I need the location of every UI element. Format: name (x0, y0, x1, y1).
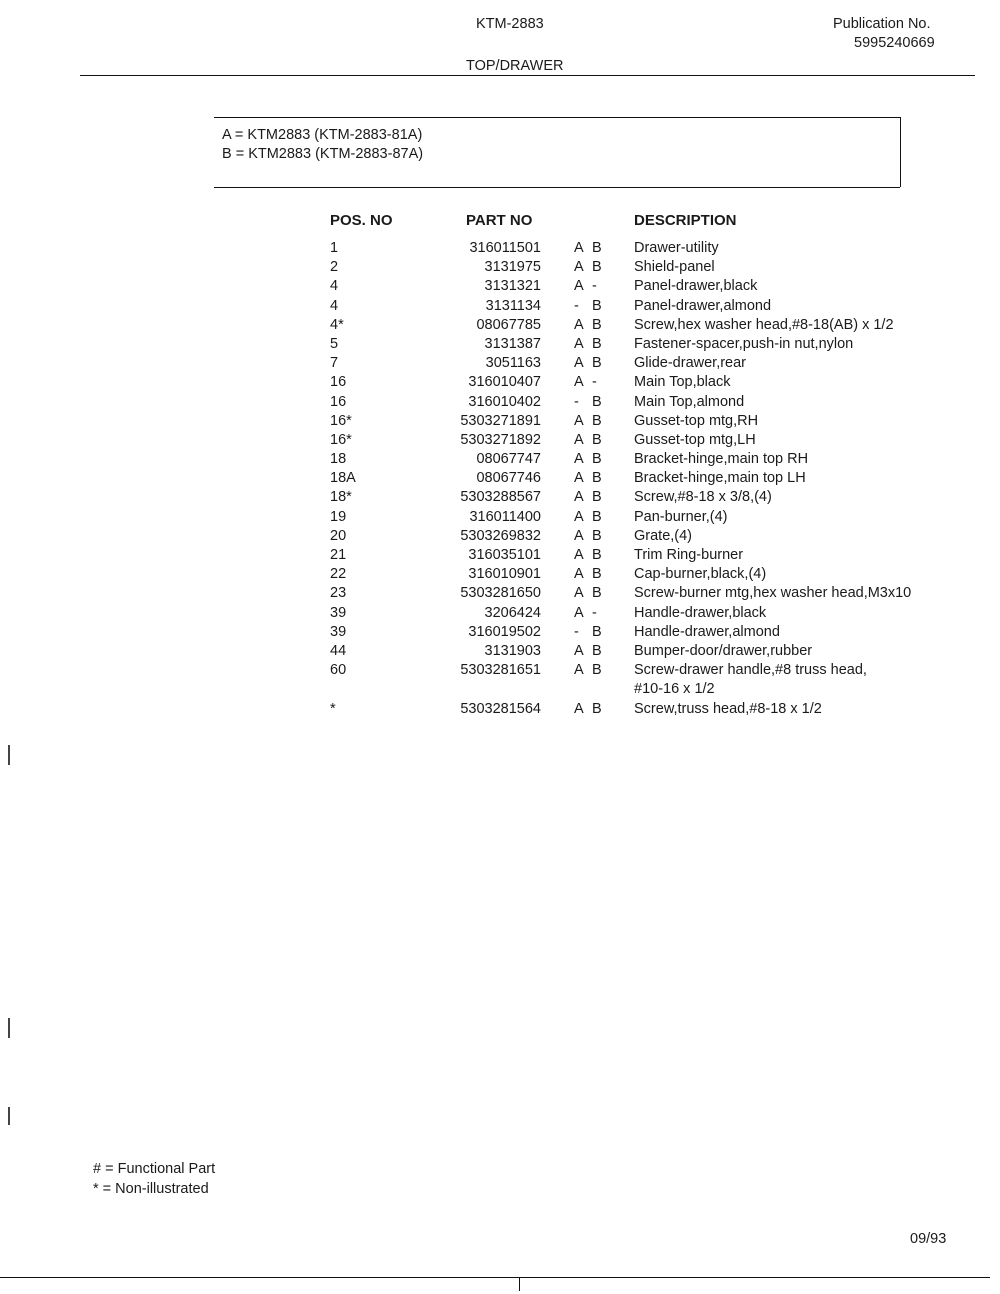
table-row (330, 509, 970, 528)
model-a-cell: A (574, 642, 584, 659)
model-a-cell: A (574, 278, 584, 295)
part-number-cell: 316035101 (468, 547, 541, 563)
description-continued-cell: #10-16 x 1/2 (634, 681, 715, 698)
part-number-cell: 3131387 (484, 335, 541, 352)
table-row (330, 701, 970, 720)
publication-number: 5995240669 (854, 35, 935, 51)
description-cell: Bracket-hinge,main top RH (634, 451, 809, 468)
model-b-cell: B (592, 297, 602, 314)
model-a-cell: A (574, 451, 584, 468)
pos-cell: 18 (330, 451, 347, 468)
scan-mark (8, 745, 10, 765)
section-title: TOP/DRAWER (466, 58, 564, 74)
model-a-cell: A (574, 470, 584, 487)
part-number-cell: 3131903 (484, 642, 541, 659)
footer-date: 09/93 (910, 1231, 947, 1247)
part-number-cell: 5303281564 (460, 700, 541, 717)
model-b-cell: B (592, 566, 602, 583)
table-row (330, 278, 970, 297)
part-number-cell: 3131134 (485, 297, 541, 314)
model-b-cell: B (592, 393, 602, 410)
table-row (330, 585, 970, 604)
model-a-cell: A (574, 374, 584, 391)
table-row (330, 413, 970, 432)
pos-cell: 23 (330, 585, 347, 602)
part-number-cell: 5303271892 (460, 431, 541, 448)
col-header-desc: DESCRIPTION (634, 212, 737, 229)
description-cell: Cap-burner,black,(4) (634, 566, 767, 583)
part-number-cell: 316010407 (468, 374, 541, 391)
part-number-cell: 316011400 (469, 508, 541, 525)
model-b-cell: B (592, 642, 602, 659)
description-cell: Screw-burner mtg,hex washer head,M3x10 (634, 585, 912, 602)
description-cell: Handle-drawer,almond (634, 623, 780, 640)
model-a-cell: A (574, 508, 584, 525)
part-number-cell: 5303269832 (460, 527, 541, 544)
footnote-non-illustrated: * = Non-illustrated (93, 1181, 209, 1197)
part-number-cell: 5303288567 (460, 489, 541, 506)
model-a-cell: A (574, 700, 584, 717)
model-b-cell: B (592, 431, 602, 448)
model-b-cell: B (592, 335, 602, 352)
table-row (330, 566, 970, 585)
part-number-cell: 316010402 (468, 393, 541, 410)
model-a-cell: A (574, 604, 584, 621)
description-cell: Pan-burner,(4) (634, 508, 728, 525)
part-number-cell: 316019502 (468, 623, 541, 640)
table-row (330, 605, 970, 624)
model-a-cell: - (574, 297, 579, 314)
description-cell: Glide-drawer,rear (634, 355, 747, 372)
model-b-cell: - (592, 604, 597, 621)
model-b-cell: B (592, 623, 602, 640)
table-row (330, 374, 970, 393)
pos-cell: 39 (330, 623, 347, 640)
header-rule (80, 75, 975, 76)
pos-cell: 22 (330, 566, 347, 583)
model-b-cell: B (592, 470, 602, 487)
model-a-cell: A (574, 585, 584, 602)
pos-cell: 1 (330, 240, 339, 256)
pos-cell: 18A (330, 470, 356, 487)
table-row (330, 336, 970, 355)
col-header-pos: POS. NO (330, 212, 393, 229)
col-header-part: PART NO (466, 212, 533, 229)
pos-cell: 4 (330, 297, 339, 314)
parts-list (330, 240, 970, 720)
part-number-cell: 3131975 (484, 259, 541, 276)
description-cell: Main Top,black (634, 374, 731, 391)
description-cell: Grate,(4) (634, 527, 693, 544)
model-b-cell: B (592, 662, 602, 679)
part-number-cell: 3051163 (485, 355, 541, 372)
description-cell: Screw,truss head,#8-18 x 1/2 (634, 700, 822, 717)
description-cell: Fastener-spacer,push-in nut,nylon (634, 335, 854, 352)
description-cell: Shield-panel (634, 259, 715, 276)
model-a-cell: A (574, 489, 584, 506)
model-b-cell: B (592, 585, 602, 602)
model-a-cell: A (574, 335, 584, 352)
legend-box-top (214, 117, 900, 118)
description-cell: Drawer-utility (634, 240, 719, 256)
pos-cell: * (330, 700, 336, 717)
table-row (330, 451, 970, 470)
model-b-cell: B (592, 240, 602, 256)
legend-box-right (900, 117, 901, 187)
model-title: KTM-2883 (476, 16, 544, 32)
table-row (330, 643, 970, 662)
pos-cell: 2 (330, 259, 339, 276)
pos-cell: 4 (330, 278, 339, 295)
part-number-cell: 08067785 (476, 316, 541, 333)
model-a-cell: - (574, 393, 579, 410)
description-cell: Panel-drawer,black (634, 278, 758, 295)
table-row (330, 317, 970, 336)
model-b-cell: B (592, 527, 602, 544)
description-cell: Gusset-top mtg,LH (634, 431, 756, 448)
pos-cell: 5 (330, 335, 339, 352)
pos-cell: 16 (330, 393, 347, 410)
publication-label: Publication No. (833, 16, 931, 32)
description-cell: Handle-drawer,black (634, 604, 767, 621)
pos-cell: 18* (330, 489, 352, 506)
table-row (330, 489, 970, 508)
part-number-cell: 316010901 (468, 566, 541, 583)
model-b-cell: B (592, 355, 602, 372)
description-cell: Screw,#8-18 x 3/8,(4) (634, 489, 772, 506)
description-cell: Bracket-hinge,main top LH (634, 470, 806, 487)
pos-cell: 7 (330, 355, 339, 372)
model-b-cell: - (592, 374, 597, 391)
model-a-cell: A (574, 412, 584, 429)
table-row (330, 240, 970, 259)
model-a-cell: A (574, 240, 584, 256)
model-b-cell: B (592, 508, 602, 525)
legend-line-a: A = KTM2883 (KTM-2883-81A) (222, 127, 423, 143)
pos-cell: 16* (330, 412, 352, 429)
table-row (330, 662, 970, 700)
pos-cell: 39 (330, 604, 347, 621)
model-b-cell: B (592, 489, 602, 506)
model-b-cell: B (592, 700, 602, 717)
part-number-cell: 5303281650 (460, 585, 541, 602)
part-number-cell: 08067746 (476, 470, 541, 487)
table-row (330, 547, 970, 566)
pos-cell: 19 (330, 508, 347, 525)
table-row (330, 528, 970, 547)
table-row (330, 259, 970, 278)
model-a-cell: A (574, 547, 584, 563)
pos-cell: 16 (330, 374, 347, 391)
description-cell: Main Top,almond (634, 393, 745, 410)
table-row (330, 355, 970, 374)
model-b-cell: B (592, 316, 602, 333)
model-a-cell: A (574, 316, 584, 333)
description-cell: Gusset-top mtg,RH (634, 412, 759, 429)
footnote-functional: # = Functional Part (93, 1161, 216, 1177)
pos-cell: 4* (330, 316, 344, 333)
legend-box-bottom (214, 187, 900, 188)
table-row (330, 624, 970, 643)
model-a-cell: A (574, 431, 584, 448)
scan-mark (8, 1018, 10, 1038)
part-number-cell: 08067747 (476, 451, 541, 468)
part-number-cell: 3206424 (484, 604, 541, 621)
pos-cell: 60 (330, 662, 347, 679)
model-a-cell: A (574, 566, 584, 583)
model-b-cell: B (592, 412, 602, 429)
pos-cell: 20 (330, 527, 347, 544)
model-a-cell: A (574, 527, 584, 544)
model-a-cell: - (574, 623, 579, 640)
legend-line-b: B = KTM2883 (KTM-2883-87A) (222, 146, 424, 162)
description-cell: Trim Ring-burner (634, 547, 744, 563)
model-a-cell: A (574, 355, 584, 372)
part-number-cell: 316011501 (469, 240, 541, 256)
model-b-cell: B (592, 547, 602, 563)
table-row (330, 298, 970, 317)
description-cell: Screw-drawer handle,#8 truss head, (634, 662, 867, 679)
model-b-cell: B (592, 259, 602, 276)
footer-rule (0, 1277, 990, 1278)
description-cell: Bumper-door/drawer,rubber (634, 642, 813, 659)
model-a-cell: A (574, 259, 584, 276)
model-b-cell: - (592, 278, 597, 295)
model-b-cell: B (592, 451, 602, 468)
description-cell: Screw,hex washer head,#8-18(AB) x 1/2 (634, 316, 894, 333)
description-cell: Panel-drawer,almond (634, 297, 772, 314)
pos-cell: 16* (330, 431, 352, 448)
part-number-cell: 3131321 (484, 278, 541, 295)
pos-cell: 21 (330, 547, 347, 563)
pos-cell: 44 (330, 642, 347, 659)
table-row (330, 432, 970, 451)
model-a-cell: A (574, 662, 584, 679)
footer-tick (519, 1277, 520, 1291)
part-number-cell: 5303281651 (460, 662, 541, 679)
scan-mark (8, 1107, 10, 1125)
part-number-cell: 5303271891 (460, 412, 541, 429)
table-row (330, 470, 970, 489)
table-row (330, 394, 970, 413)
